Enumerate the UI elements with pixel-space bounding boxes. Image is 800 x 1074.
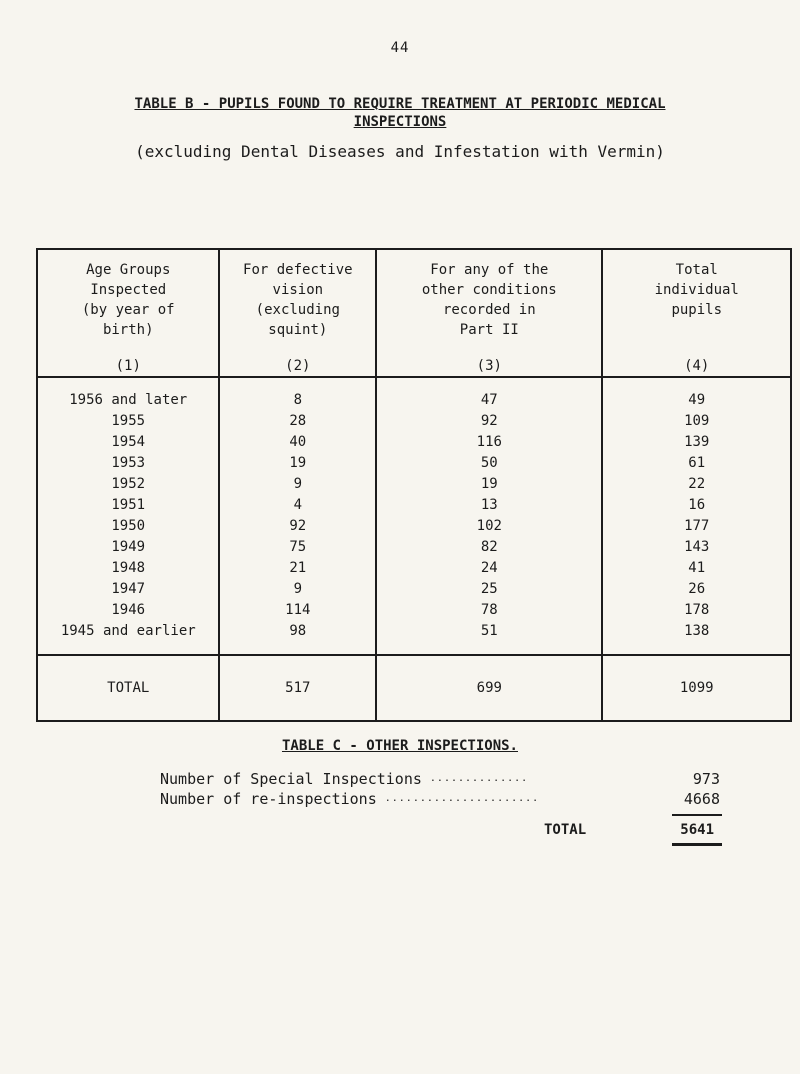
table-cell: 1947: [37, 579, 219, 600]
table-cell: 102: [376, 516, 602, 537]
table-cell: 138: [602, 621, 791, 655]
table-cell: 22: [602, 474, 791, 495]
table-cell: 1946: [37, 600, 219, 621]
table-b-subtitle: (excluding Dental Diseases and Infestation with Vermin): [135, 142, 665, 161]
table-b-header-row: [37, 249, 791, 377]
table-cell: 109: [602, 411, 791, 432]
table-c-title: TABLE C - OTHER INSPECTIONS.: [281, 738, 518, 754]
table-cell: TOTAL: [37, 655, 219, 721]
table-cell: 25: [376, 579, 602, 600]
row-value: 973: [692, 770, 720, 788]
table-cell: 19: [376, 474, 602, 495]
table-cell: 1955: [37, 411, 219, 432]
table-cell: 47: [376, 377, 602, 411]
table-row: [37, 516, 791, 537]
table-cell: 61: [602, 453, 791, 474]
special-inspections-row: [160, 770, 720, 788]
table-cell: 1099: [602, 655, 791, 721]
rule: [672, 843, 722, 846]
column-header: Age Groups Inspected (by year of birth) (1): [37, 249, 219, 377]
column-header: For any of the other conditions recorded in Part II (3): [376, 249, 602, 377]
column-header: Total individual pupils (4): [602, 249, 791, 377]
row-label: Number of Special Inspections: [160, 770, 422, 788]
table-cell: 9: [219, 474, 376, 495]
column-header: For defective vision (excluding squint) (2): [219, 249, 376, 377]
leader-dots: ..............: [429, 773, 529, 784]
rule: [672, 814, 722, 816]
table-cell: 517: [219, 655, 376, 721]
table-cell: 21: [219, 558, 376, 579]
table-cell: 24: [376, 558, 602, 579]
table-b-heading: [0, 96, 800, 130]
table-cell: 51: [376, 621, 602, 655]
table-cell: 1948: [37, 558, 219, 579]
total-label: TOTAL: [544, 822, 587, 838]
table-cell: 40: [219, 432, 376, 453]
table-row: [37, 474, 791, 495]
row-value: 4668: [683, 790, 720, 808]
total-value: 5641: [680, 822, 714, 838]
table-row: [37, 600, 791, 621]
table-cell: 78: [376, 600, 602, 621]
table-c-total-row: [544, 822, 714, 838]
table-cell: 13: [376, 495, 602, 516]
table-b-title-continued: INSPECTIONS: [353, 114, 447, 130]
table-row: [37, 621, 791, 655]
table-cell: 178: [602, 600, 791, 621]
table-row: [37, 558, 791, 579]
table-cell: 114: [219, 600, 376, 621]
table-cell: 9: [219, 579, 376, 600]
table-cell: 19: [219, 453, 376, 474]
table-cell: 177: [602, 516, 791, 537]
table-cell: 16: [602, 495, 791, 516]
table-b-title: TABLE B - PUPILS FOUND TO REQUIRE TREATMENT AT PERIODIC MEDICAL: [134, 96, 666, 112]
table-cell: 92: [376, 411, 602, 432]
table-row: [37, 453, 791, 474]
leader-dots: ......................: [384, 793, 540, 804]
table-cell: 82: [376, 537, 602, 558]
table-cell: 50: [376, 453, 602, 474]
table-row: [37, 495, 791, 516]
re-inspections-row: [160, 790, 720, 808]
table-cell: 1954: [37, 432, 219, 453]
table-cell: 75: [219, 537, 376, 558]
table-row: [37, 411, 791, 432]
table-cell: 1949: [37, 537, 219, 558]
table-cell: 49: [602, 377, 791, 411]
table-cell: 139: [602, 432, 791, 453]
table-cell: 116: [376, 432, 602, 453]
table-cell: 41: [602, 558, 791, 579]
table-cell: 1950: [37, 516, 219, 537]
table-b: [36, 248, 792, 722]
table-cell: 1945 and earlier: [37, 621, 219, 655]
table-cell: 699: [376, 655, 602, 721]
table-b-total-row: [37, 655, 791, 721]
table-row: [37, 537, 791, 558]
page-number: 44: [390, 40, 410, 56]
table-row: [37, 579, 791, 600]
table-cell: 1956 and later: [37, 377, 219, 411]
table-cell: 1952: [37, 474, 219, 495]
row-label: Number of re-inspections: [160, 790, 377, 808]
table-cell: 4: [219, 495, 376, 516]
table-b-body: [37, 377, 791, 655]
table-cell: 92: [219, 516, 376, 537]
table-cell: 98: [219, 621, 376, 655]
table-cell: 1953: [37, 453, 219, 474]
table-cell: 26: [602, 579, 791, 600]
table-cell: 143: [602, 537, 791, 558]
table-cell: 1951: [37, 495, 219, 516]
table-cell: 8: [219, 377, 376, 411]
table-row: [37, 377, 791, 411]
table-row: [37, 432, 791, 453]
table-cell: 28: [219, 411, 376, 432]
